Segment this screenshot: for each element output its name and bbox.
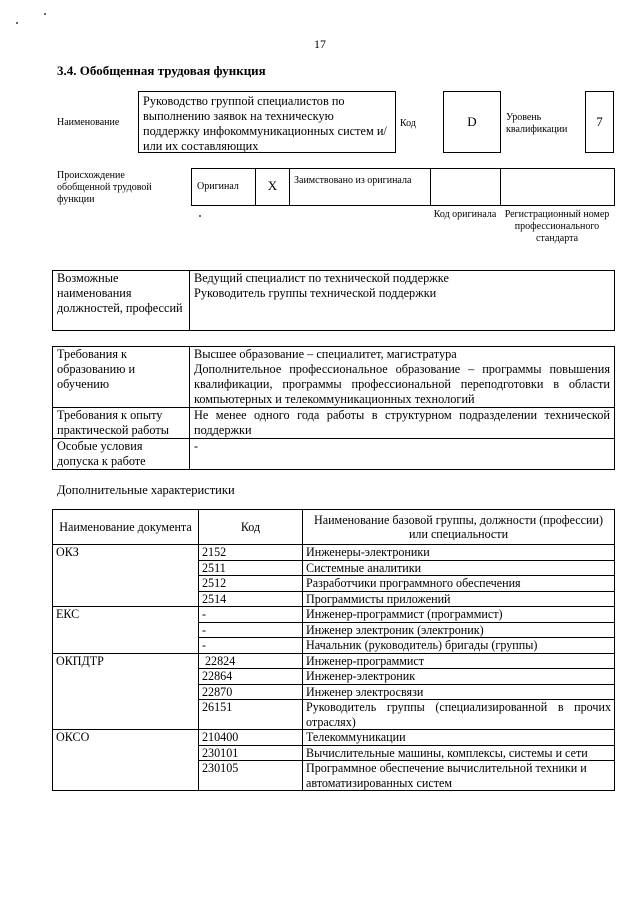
reg-number-cell — [501, 169, 614, 205]
code-cell: - — [199, 622, 303, 638]
reg-number-label: Регистрационный номер профессионального стандарта — [504, 209, 610, 244]
level-value-box: 7 — [585, 91, 614, 153]
special-conditions-value: - — [190, 439, 615, 470]
code-cell: 2511 — [199, 560, 303, 576]
name-cell: Инженер электроник (электроник) — [303, 622, 615, 638]
scan-speck — [16, 22, 18, 24]
code-cell: 22824 — [199, 653, 303, 669]
education-values — [190, 347, 615, 408]
position-item: Руководитель группы технической поддержки — [194, 286, 437, 300]
name-cell: Вычислительные машины, комплексы, системы и сети — [303, 745, 615, 761]
level-label: Уровень квалификации — [506, 112, 568, 135]
code-cell: - — [199, 638, 303, 654]
page-number: 17 — [314, 37, 326, 51]
name-label: Наименование — [57, 117, 120, 128]
name-cell: Инженеры-электроники — [303, 545, 615, 561]
name-cell: Разработчики программного обеспечения — [303, 576, 615, 592]
original-code-label: Код оригинала — [433, 209, 497, 220]
special-conditions-label: Особые условия допуска к работе — [53, 439, 190, 470]
doc-cell: ЕКС — [53, 607, 199, 654]
original-mark: X — [256, 169, 290, 205]
doc-cell: ОКПДТР — [53, 653, 199, 730]
table-row — [53, 545, 615, 561]
header-name: Наименование базовой группы, должности (профессии) или специальности — [303, 510, 615, 545]
position-item: Ведущий специалист по технической поддержке — [194, 271, 449, 285]
table-row — [53, 607, 615, 623]
name-cell: Программисты приложений — [303, 591, 615, 607]
code-cell: 26151 — [199, 700, 303, 730]
function-name-box: Руководство группой специалистов по выполнению заявок на техническую поддержку инфокоммуникационных систем и/или их составляющих — [138, 91, 396, 153]
name-cell: Программное обеспечение вычислительной техники и автоматизированных систем — [303, 761, 615, 791]
name-cell: Руководитель группы (специализированной в прочих отраслях) — [303, 700, 615, 730]
borrowed-label: Заимствовано из оригинала — [294, 175, 412, 186]
education-line: Высшее образование – специалитет, магистратура — [194, 347, 457, 361]
name-cell: Инженер-программист (программист) — [303, 607, 615, 623]
positions-table — [52, 270, 615, 331]
header-doc: Наименование документа — [53, 510, 199, 545]
code-cell: 2514 — [199, 591, 303, 607]
name-cell: Инженер-электроник — [303, 669, 615, 685]
borrowed-cell — [290, 169, 431, 205]
code-cell: 230105 — [199, 761, 303, 791]
requirements-table — [52, 346, 615, 470]
experience-value: Не менее одного года работы в структурном подразделении технической поддержки — [190, 408, 615, 439]
section-title: 3.4. Обобщенная трудовая функция — [57, 63, 266, 78]
education-line: Дополнительное профессиональное образование – программы повышения квалификации, программы профессиональной переподготовки в области компьютерных и телекоммуникационных технологий — [194, 362, 610, 406]
code-cell: 22870 — [199, 684, 303, 700]
additional-title: Дополнительные характеристики — [57, 483, 235, 497]
original-code-cell — [431, 169, 501, 205]
table-row — [53, 730, 615, 746]
code-cell: 2512 — [199, 576, 303, 592]
table-row — [53, 653, 615, 669]
code-label: Код — [400, 118, 416, 129]
additional-table — [52, 509, 615, 791]
name-cell: Системные аналитики — [303, 560, 615, 576]
scan-speck — [199, 215, 201, 217]
original-label: Оригинал — [197, 181, 239, 192]
code-cell: - — [199, 607, 303, 623]
experience-label: Требования к опыту практической работы — [53, 408, 190, 439]
name-cell: Инженер-программист — [303, 653, 615, 669]
positions-label: Возможные наименования должностей, профессий — [53, 271, 190, 331]
doc-cell: ОКЗ — [53, 545, 199, 607]
education-label: Требования к образованию и обучению — [53, 347, 190, 408]
header-code: Код — [199, 510, 303, 545]
name-cell: Телекоммуникации — [303, 730, 615, 746]
code-cell: 2152 — [199, 545, 303, 561]
name-cell: Инженер электросвязи — [303, 684, 615, 700]
code-value-box: D — [443, 91, 501, 153]
code-cell: 230101 — [199, 745, 303, 761]
scan-speck — [44, 13, 46, 15]
positions-values — [190, 271, 615, 331]
origin-table — [191, 168, 615, 206]
origin-label: Происхождение обобщенной трудовой функции — [57, 170, 152, 205]
original-cell — [192, 169, 256, 205]
code-cell: 210400 — [199, 730, 303, 746]
doc-cell: ОКСО — [53, 730, 199, 791]
name-cell: Начальник (руководитель) бригады (группы) — [303, 638, 615, 654]
code-cell: 22864 — [199, 669, 303, 685]
